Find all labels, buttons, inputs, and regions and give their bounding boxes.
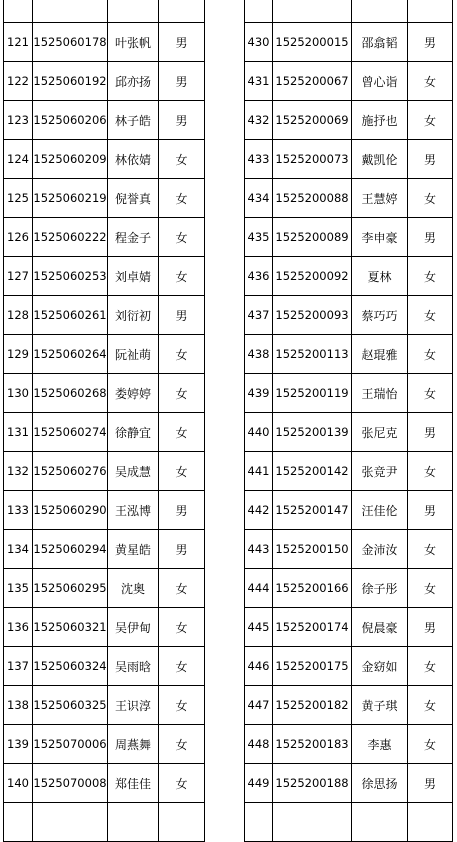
student-id-cell: 1525200088 — [273, 179, 352, 218]
gender-cell: 男 — [408, 23, 453, 62]
row-index-cell: 445 — [245, 608, 273, 647]
gender-cell: 女 — [408, 725, 453, 764]
gender-cell: 女 — [159, 413, 205, 452]
student-name-cell: 沈奥 — [108, 569, 159, 608]
student-name-cell: 金沛汝 — [352, 530, 408, 569]
student-id-cell — [273, 0, 352, 23]
row-index-cell: 122 — [4, 62, 33, 101]
student-table-left — [3, 0, 205, 842]
student-id-cell: 1525200092 — [273, 257, 352, 296]
row-index-cell: 444 — [245, 569, 273, 608]
row-index-cell — [4, 0, 33, 23]
gender-cell: 男 — [159, 62, 205, 101]
gender-cell: 女 — [408, 569, 453, 608]
row-index-cell: 132 — [4, 452, 33, 491]
student-id-cell: 1525200166 — [273, 569, 352, 608]
table-row — [4, 530, 205, 569]
row-index-cell: 126 — [4, 218, 33, 257]
row-index-cell: 436 — [245, 257, 273, 296]
student-name-cell: 曾心诣 — [352, 62, 408, 101]
table-row — [4, 803, 205, 842]
student-id-cell: 1525200073 — [273, 140, 352, 179]
row-index-cell: 439 — [245, 374, 273, 413]
table-row — [4, 569, 205, 608]
table-row — [4, 608, 205, 647]
student-name-cell: 赵琨雅 — [352, 335, 408, 374]
student-id-cell: 1525070008 — [33, 764, 108, 803]
student-name-cell: 倪晨豪 — [352, 608, 408, 647]
gender-cell: 男 — [159, 101, 205, 140]
student-name-cell: 程金子 — [108, 218, 159, 257]
table-row — [4, 686, 205, 725]
row-index-cell: 135 — [4, 569, 33, 608]
gender-cell — [408, 803, 453, 842]
row-index-cell: 133 — [4, 491, 33, 530]
table-row — [4, 764, 205, 803]
student-id-cell: 1525060192 — [33, 62, 108, 101]
student-name-cell: 张竞尹 — [352, 452, 408, 491]
table-row — [4, 452, 205, 491]
student-id-cell: 1525200183 — [273, 725, 352, 764]
gender-cell — [408, 0, 453, 23]
student-id-cell: 1525060219 — [33, 179, 108, 218]
student-name-cell: 张尼克 — [352, 413, 408, 452]
row-index-cell: 433 — [245, 140, 273, 179]
row-index-cell: 131 — [4, 413, 33, 452]
row-index-cell: 138 — [4, 686, 33, 725]
student-name-cell: 倪誉真 — [108, 179, 159, 218]
gender-cell: 女 — [408, 257, 453, 296]
gender-cell: 女 — [159, 374, 205, 413]
student-name-cell: 金窈如 — [352, 647, 408, 686]
table-row — [4, 335, 205, 374]
student-name-cell — [108, 0, 159, 23]
student-name-cell: 阮祉萌 — [108, 335, 159, 374]
student-id-cell: 1525060276 — [33, 452, 108, 491]
table-row — [245, 491, 453, 530]
student-name-cell: 林依婧 — [108, 140, 159, 179]
gender-cell — [159, 803, 205, 842]
row-index-cell: 430 — [245, 23, 273, 62]
student-id-cell: 1525200015 — [273, 23, 352, 62]
student-id-cell: 1525200069 — [273, 101, 352, 140]
table-row — [245, 374, 453, 413]
gender-cell: 女 — [408, 686, 453, 725]
student-name-cell: 蔡巧巧 — [352, 296, 408, 335]
gender-cell: 男 — [408, 218, 453, 257]
student-id-cell — [33, 0, 108, 23]
table-row — [4, 218, 205, 257]
student-id-cell: 1525060295 — [33, 569, 108, 608]
student-name-cell: 施抒也 — [352, 101, 408, 140]
student-id-cell: 1525060206 — [33, 101, 108, 140]
student-id-cell: 1525200182 — [273, 686, 352, 725]
student-name-cell: 吴伊甸 — [108, 608, 159, 647]
student-id-cell: 1525200150 — [273, 530, 352, 569]
table-row — [245, 62, 453, 101]
student-name-cell: 周燕舞 — [108, 725, 159, 764]
gender-cell: 女 — [159, 764, 205, 803]
row-index-cell: 123 — [4, 101, 33, 140]
table-row — [245, 257, 453, 296]
row-index-cell: 139 — [4, 725, 33, 764]
student-id-cell: 1525060264 — [33, 335, 108, 374]
gender-cell: 女 — [408, 374, 453, 413]
student-id-cell: 1525060290 — [33, 491, 108, 530]
row-index-cell: 446 — [245, 647, 273, 686]
row-index-cell: 124 — [4, 140, 33, 179]
row-index-cell: 447 — [245, 686, 273, 725]
table-row — [245, 296, 453, 335]
row-index-cell: 431 — [245, 62, 273, 101]
row-index-cell: 440 — [245, 413, 273, 452]
student-name-cell — [108, 803, 159, 842]
row-index-cell: 136 — [4, 608, 33, 647]
student-id-cell: 1525200188 — [273, 764, 352, 803]
table-row — [245, 647, 453, 686]
table-row — [245, 686, 453, 725]
row-index-cell: 449 — [245, 764, 273, 803]
student-id-cell: 1525060268 — [33, 374, 108, 413]
row-index-cell: 137 — [4, 647, 33, 686]
table-row — [4, 647, 205, 686]
student-id-cell: 1525200113 — [273, 335, 352, 374]
student-name-cell: 吴成慧 — [108, 452, 159, 491]
student-id-cell: 1525200119 — [273, 374, 352, 413]
table-row — [4, 101, 205, 140]
row-index-cell: 129 — [4, 335, 33, 374]
student-id-cell: 1525060294 — [33, 530, 108, 569]
gender-cell: 女 — [408, 452, 453, 491]
student-id-cell: 1525200093 — [273, 296, 352, 335]
gender-cell: 男 — [159, 491, 205, 530]
student-name-cell: 娄婷婷 — [108, 374, 159, 413]
table-row — [4, 374, 205, 413]
table-row — [245, 179, 453, 218]
student-name-cell: 叶张帆 — [108, 23, 159, 62]
student-id-cell: 1525060324 — [33, 647, 108, 686]
student-name-cell: 郑佳佳 — [108, 764, 159, 803]
student-id-cell: 1525200089 — [273, 218, 352, 257]
table-row — [245, 608, 453, 647]
row-index-cell: 435 — [245, 218, 273, 257]
student-id-cell: 1525060325 — [33, 686, 108, 725]
row-index-cell — [4, 803, 33, 842]
student-name-cell — [352, 0, 408, 23]
table-row — [245, 725, 453, 764]
table-row — [245, 101, 453, 140]
gender-cell: 男 — [159, 530, 205, 569]
table-row — [245, 335, 453, 374]
table-row — [245, 23, 453, 62]
table-row — [245, 569, 453, 608]
student-name-cell: 徐静宜 — [108, 413, 159, 452]
student-name-cell: 汪佳伦 — [352, 491, 408, 530]
gender-cell: 男 — [408, 491, 453, 530]
gender-cell: 女 — [159, 725, 205, 764]
row-index-cell: 434 — [245, 179, 273, 218]
student-id-cell: 1525060209 — [33, 140, 108, 179]
student-id-cell: 1525200174 — [273, 608, 352, 647]
student-name-cell: 戴凯伦 — [352, 140, 408, 179]
student-id-cell: 1525200067 — [273, 62, 352, 101]
table-row — [245, 803, 453, 842]
student-name-cell: 刘卓婧 — [108, 257, 159, 296]
student-id-cell: 1525060253 — [33, 257, 108, 296]
student-name-cell: 王识淳 — [108, 686, 159, 725]
student-table-right — [244, 0, 453, 842]
gender-cell: 女 — [159, 179, 205, 218]
gender-cell: 女 — [408, 179, 453, 218]
student-id-cell: 1525060321 — [33, 608, 108, 647]
student-name-cell: 刘衍初 — [108, 296, 159, 335]
row-index-cell: 128 — [4, 296, 33, 335]
row-index-cell: 130 — [4, 374, 33, 413]
table-row — [4, 23, 205, 62]
gender-cell: 男 — [408, 608, 453, 647]
row-index-cell: 438 — [245, 335, 273, 374]
gender-cell: 男 — [408, 413, 453, 452]
row-index-cell — [245, 803, 273, 842]
student-name-cell: 吴雨晗 — [108, 647, 159, 686]
student-name-cell: 李申豪 — [352, 218, 408, 257]
student-id-cell: 1525070006 — [33, 725, 108, 764]
table-row — [245, 413, 453, 452]
student-id-cell: 1525060274 — [33, 413, 108, 452]
table-row — [4, 296, 205, 335]
student-name-cell: 夏林 — [352, 257, 408, 296]
row-index-cell: 432 — [245, 101, 273, 140]
gender-cell: 男 — [408, 764, 453, 803]
row-index-cell: 134 — [4, 530, 33, 569]
row-index-cell: 442 — [245, 491, 273, 530]
student-name-cell: 黄星皓 — [108, 530, 159, 569]
student-id-cell: 1525200175 — [273, 647, 352, 686]
gender-cell: 女 — [159, 140, 205, 179]
student-name-cell: 林子皓 — [108, 101, 159, 140]
student-name-cell: 王瑞怡 — [352, 374, 408, 413]
row-index-cell: 121 — [4, 23, 33, 62]
row-index-cell: 127 — [4, 257, 33, 296]
table-row — [245, 140, 453, 179]
student-name-cell: 王慧婷 — [352, 179, 408, 218]
gender-cell: 女 — [159, 569, 205, 608]
row-index-cell: 448 — [245, 725, 273, 764]
student-id-cell: 1525060178 — [33, 23, 108, 62]
student-id-cell: 1525060261 — [33, 296, 108, 335]
gender-cell: 女 — [159, 452, 205, 491]
gender-cell: 女 — [408, 62, 453, 101]
row-index-cell — [245, 0, 273, 23]
student-id-cell: 1525200142 — [273, 452, 352, 491]
table-row — [4, 140, 205, 179]
student-id-cell — [33, 803, 108, 842]
table-row — [4, 491, 205, 530]
student-name-cell: 黄子琪 — [352, 686, 408, 725]
gender-cell: 女 — [408, 647, 453, 686]
student-name-cell: 王泓博 — [108, 491, 159, 530]
gender-cell: 女 — [159, 218, 205, 257]
gender-cell: 女 — [408, 530, 453, 569]
gender-cell: 女 — [159, 686, 205, 725]
gender-cell: 女 — [408, 101, 453, 140]
student-id-cell: 1525200139 — [273, 413, 352, 452]
gender-cell: 女 — [408, 296, 453, 335]
table-row — [245, 452, 453, 491]
table-row — [245, 218, 453, 257]
student-name-cell — [352, 803, 408, 842]
table-row — [245, 764, 453, 803]
gender-cell: 男 — [408, 140, 453, 179]
student-id-cell: 1525200147 — [273, 491, 352, 530]
row-index-cell: 443 — [245, 530, 273, 569]
table-row — [4, 179, 205, 218]
student-name-cell: 邵翕韬 — [352, 23, 408, 62]
table-row — [4, 257, 205, 296]
student-table-left-body — [4, 0, 205, 842]
gender-cell — [159, 0, 205, 23]
gender-cell: 女 — [408, 335, 453, 374]
gender-cell: 男 — [159, 23, 205, 62]
student-name-cell: 徐子彤 — [352, 569, 408, 608]
gender-cell: 女 — [159, 647, 205, 686]
row-index-cell: 140 — [4, 764, 33, 803]
row-index-cell: 125 — [4, 179, 33, 218]
table-row — [245, 530, 453, 569]
student-table-right-body — [245, 0, 453, 842]
student-id-cell: 1525060222 — [33, 218, 108, 257]
student-name-cell: 徐思扬 — [352, 764, 408, 803]
table-row — [4, 413, 205, 452]
row-index-cell: 437 — [245, 296, 273, 335]
table-row — [245, 0, 453, 23]
student-name-cell: 邱亦扬 — [108, 62, 159, 101]
gender-cell: 女 — [159, 257, 205, 296]
student-name-cell: 李惠 — [352, 725, 408, 764]
table-row — [4, 0, 205, 23]
table-row — [4, 725, 205, 764]
gender-cell: 男 — [159, 296, 205, 335]
student-id-cell — [273, 803, 352, 842]
row-index-cell: 441 — [245, 452, 273, 491]
gender-cell: 女 — [159, 608, 205, 647]
gender-cell: 女 — [159, 335, 205, 374]
table-row — [4, 62, 205, 101]
